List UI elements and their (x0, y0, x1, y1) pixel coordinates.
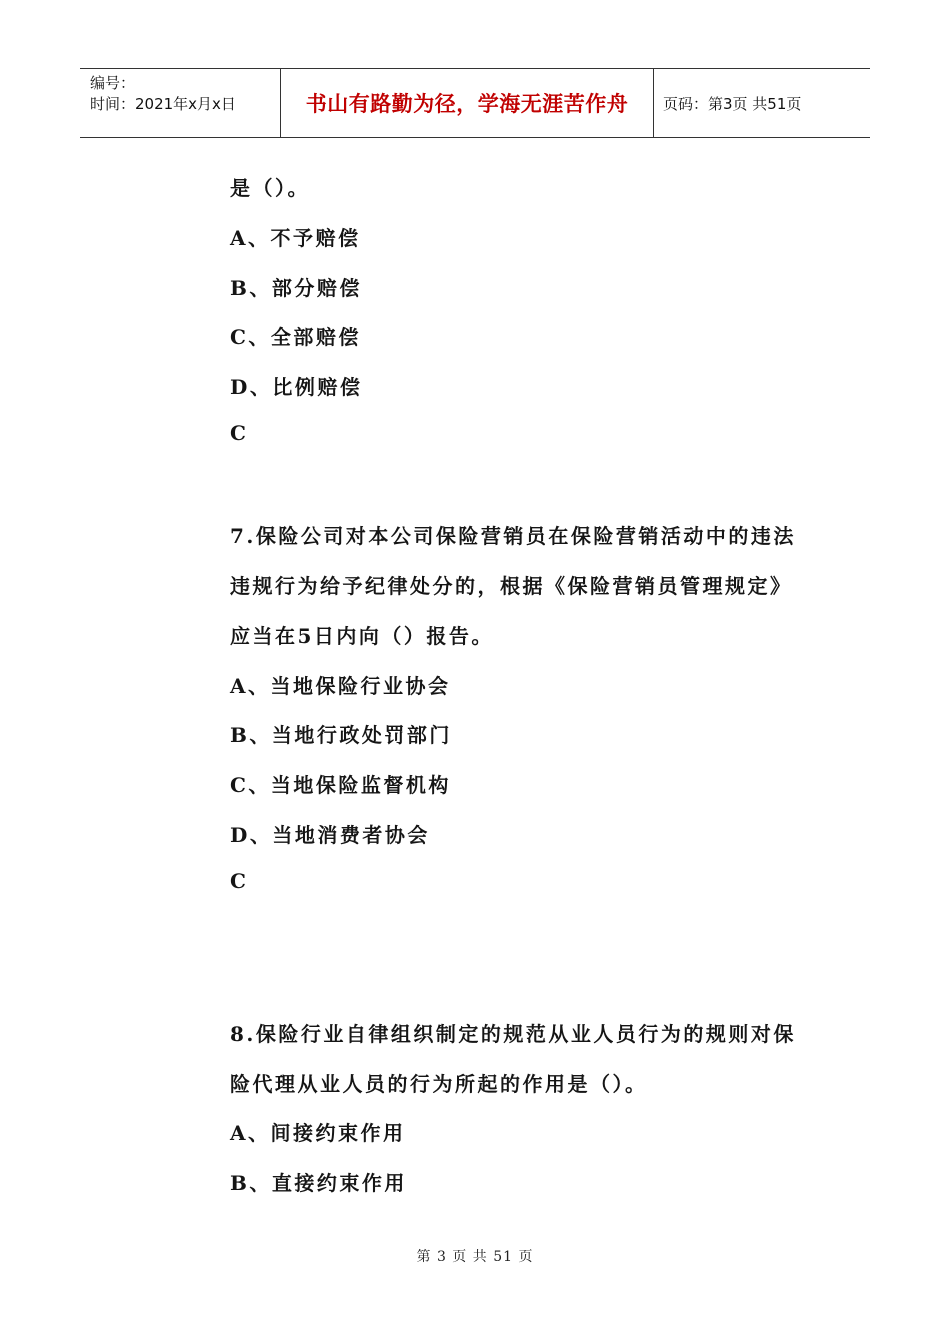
question-6-answer: C (230, 421, 249, 445)
question-7-answer: C (230, 869, 249, 893)
question-7-option-b: B、当地行政处罚部门 (230, 723, 452, 747)
header-page-info: 页码：第3页 共51页 (663, 94, 802, 113)
header-motto: 书山有路勤为径，学海无涯苦作舟 (281, 69, 654, 137)
question-7-option-c: C、当地保险监督机构 (230, 773, 451, 797)
document-number-label: 编号： (90, 74, 136, 92)
question-6-option-b: B、部分赔偿 (230, 276, 362, 300)
question-8-option-b: B、直接约束作用 (230, 1171, 407, 1195)
header-meta (80, 69, 281, 137)
document-time-label: 时间：2021年x月x日 (90, 95, 236, 113)
page-footer: 第 3 页 共 51 页 (416, 1249, 534, 1265)
question-6-option-d: D、比例赔偿 (230, 375, 363, 399)
question-7-option-d: D、当地消费者协会 (230, 823, 430, 847)
question-7-stem-line-1: 7.保险公司对本公司保险营销员在保险营销活动中的违法 (230, 524, 796, 548)
question-7-stem-line-3: 应当在5日内向（）报告。 (230, 624, 494, 648)
page-header (80, 68, 870, 138)
question-6-stem-line-1: 是（）。 (230, 176, 310, 200)
question-6-option-a: A、不予赔偿 (230, 226, 361, 250)
question-7-stem-line-2: 违规行为给予纪律处分的，根据《保险营销员管理规定》 (230, 574, 793, 598)
question-8-stem-line-2: 险代理从业人员的行为所起的作用是（）。 (230, 1072, 648, 1096)
question-8-stem-line-1: 8.保险行业自律组织制定的规范从业人员行为的规则对保 (230, 1022, 796, 1046)
question-8-option-a: A、间接约束作用 (230, 1121, 406, 1145)
question-6-option-c: C、全部赔偿 (230, 325, 361, 349)
question-7-option-a: A、当地保险行业协会 (230, 674, 451, 698)
